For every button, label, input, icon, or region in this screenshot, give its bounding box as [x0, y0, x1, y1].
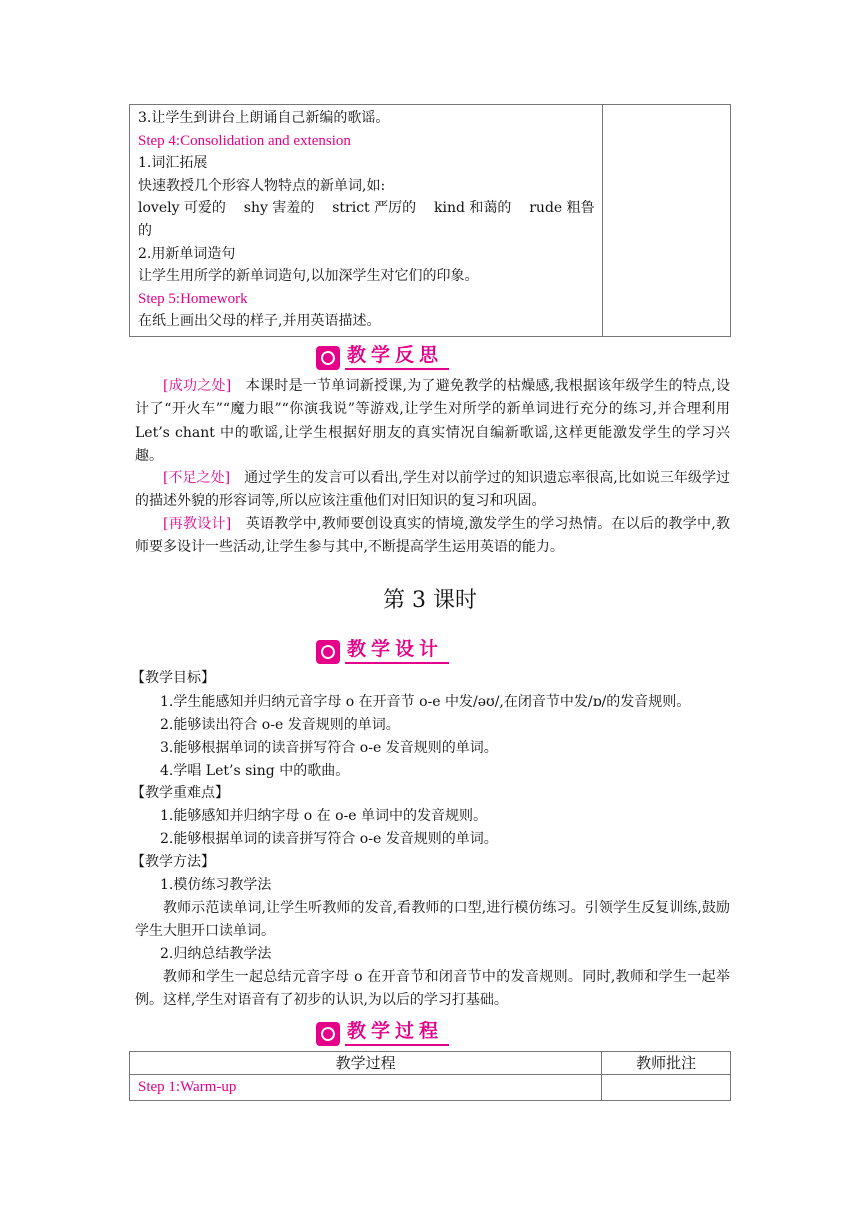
reflection-redesign [135, 513, 730, 560]
table-line: 2.用新单词造句 [138, 245, 236, 262]
table-line: 在纸上画出父母的样子,并用英语描述。 [138, 313, 381, 330]
paragraph-text: 通过学生的发言可以看出,学生对以前学过的知识遗忘率很高,比如说三年级学过的描述外貌的形容词等,所以应该注重他们对旧知识的复习和巩固。 [135, 470, 730, 510]
notes-cell [602, 105, 730, 337]
table-line: 3.让学生到讲台上朗诵自己新编的歌谣。 [138, 110, 390, 126]
table-line: 快速教授几个形容人物特点的新单词,如: [138, 177, 386, 194]
key-item: 1.能够感知并归纳字母 o 在 o-e 单词中的发音规则。 [160, 808, 488, 824]
table-line: 的 [138, 222, 152, 239]
section-banner-process [316, 1019, 449, 1046]
vocab-item: kind 和蔼的 [433, 200, 512, 217]
procedure-cell [130, 1075, 602, 1101]
reflection-shortcoming [135, 467, 730, 514]
section-banner-reflection [316, 343, 449, 370]
paragraph-text: 教师和学生一起总结元音字母 o 在开音节和闭音节中的发音规则。同时,教师和学生一起举例。这样,学生对语音有了初步的认识,为以后的学习打基础。 [135, 969, 730, 1008]
method-heading: 【教学方法】 [131, 854, 215, 870]
step-heading: Step 4:Consolidation and extension [138, 132, 351, 149]
process-table [129, 1051, 731, 1101]
paragraph-text: 英语教学中,教师要创设真实的情境,激发学生的学习热情。在以后的教学中,教师要多设计一些活动,让学生参与其中,不断提高学生运用英语的能力。 [135, 516, 730, 556]
goal-item: 1.学生能感知并归纳元音字母 o 在开音节 o-e 中发/əʊ/,在闭音节中发/ɒ/的发音规则。 [160, 694, 691, 710]
vocab-item: shy 害羞的 [243, 200, 315, 217]
tag-shortcoming: [不足之处] [163, 470, 231, 486]
method-title: 2.归纳总结教学法 [160, 946, 272, 962]
goal-item: 4.学唱 Let’s sing 中的歌曲。 [160, 763, 350, 779]
tag-success: [成功之处] [163, 378, 232, 394]
goal-item: 2.能够读出符合 o-e 发音规则的单词。 [160, 717, 400, 733]
header-cell [602, 1052, 731, 1075]
paragraph-text: 本课时是一节单词新授课,为了避免教学的枯燥感,我根据该年级学生的特点,设计了“开火车”“魔力眼”“你演我说”等游戏,让学生对所学的新单词进行充分的练习,并合理利用 Let’s chant 中的歌谣,让学生根据好朋友的真实情况自编新歌谣,这样更能激发学生的学习兴趣。 [135, 378, 730, 464]
swirl-logo-icon [316, 640, 340, 664]
goal-item: 3.能够根据单词的读音拼写符合 o-e 发音规则的单词。 [160, 740, 498, 756]
paragraph-text: 教师示范读单词,让学生听教师的发音,看教师的口型,进行模仿练习。引领学生反复训练,鼓励学生大胆开口读单词。 [135, 900, 730, 939]
method-title: 1.模仿练习教学法 [160, 877, 272, 893]
swirl-logo-icon [316, 1022, 340, 1046]
step-heading: Step 5:Homework [138, 290, 248, 307]
procedure-table-continued [129, 104, 731, 337]
vocab-item: lovely 可爱的 [138, 200, 226, 217]
notes-cell [602, 1075, 731, 1101]
column-header: 教学过程 [335, 1054, 396, 1072]
banner-title: 教学反思 [345, 343, 449, 370]
step-heading: Step 1:Warm-up [138, 1079, 237, 1095]
table-line: 让学生用所学的新单词造句,以加深学生对它们的印象。 [138, 268, 479, 285]
banner-title: 教学过程 [345, 1019, 449, 1046]
column-header: 教师批注 [636, 1054, 697, 1072]
goal-heading: 【教学目标】 [131, 670, 215, 686]
banner-title: 教学设计 [345, 637, 449, 664]
method-text [135, 966, 730, 1012]
tag-redesign: [再教设计] [163, 516, 232, 532]
section-banner-design [316, 637, 449, 664]
reflection-success [135, 375, 730, 468]
vocab-item: strict 严厉的 [332, 200, 417, 217]
table-line: 1.词汇拓展 [138, 155, 208, 172]
vocab-item: rude 粗鲁 [529, 200, 595, 217]
vocab-line [138, 197, 595, 220]
procedure-cell [130, 105, 603, 337]
key-item: 2.能够根据单词的读音拼写符合 o-e 发音规则的单词。 [160, 831, 498, 847]
lesson-title: 第 3 课时 [383, 588, 477, 613]
header-cell [130, 1052, 602, 1075]
key-heading: 【教学重难点】 [131, 785, 229, 801]
method-text [135, 897, 730, 943]
swirl-logo-icon [316, 346, 340, 370]
